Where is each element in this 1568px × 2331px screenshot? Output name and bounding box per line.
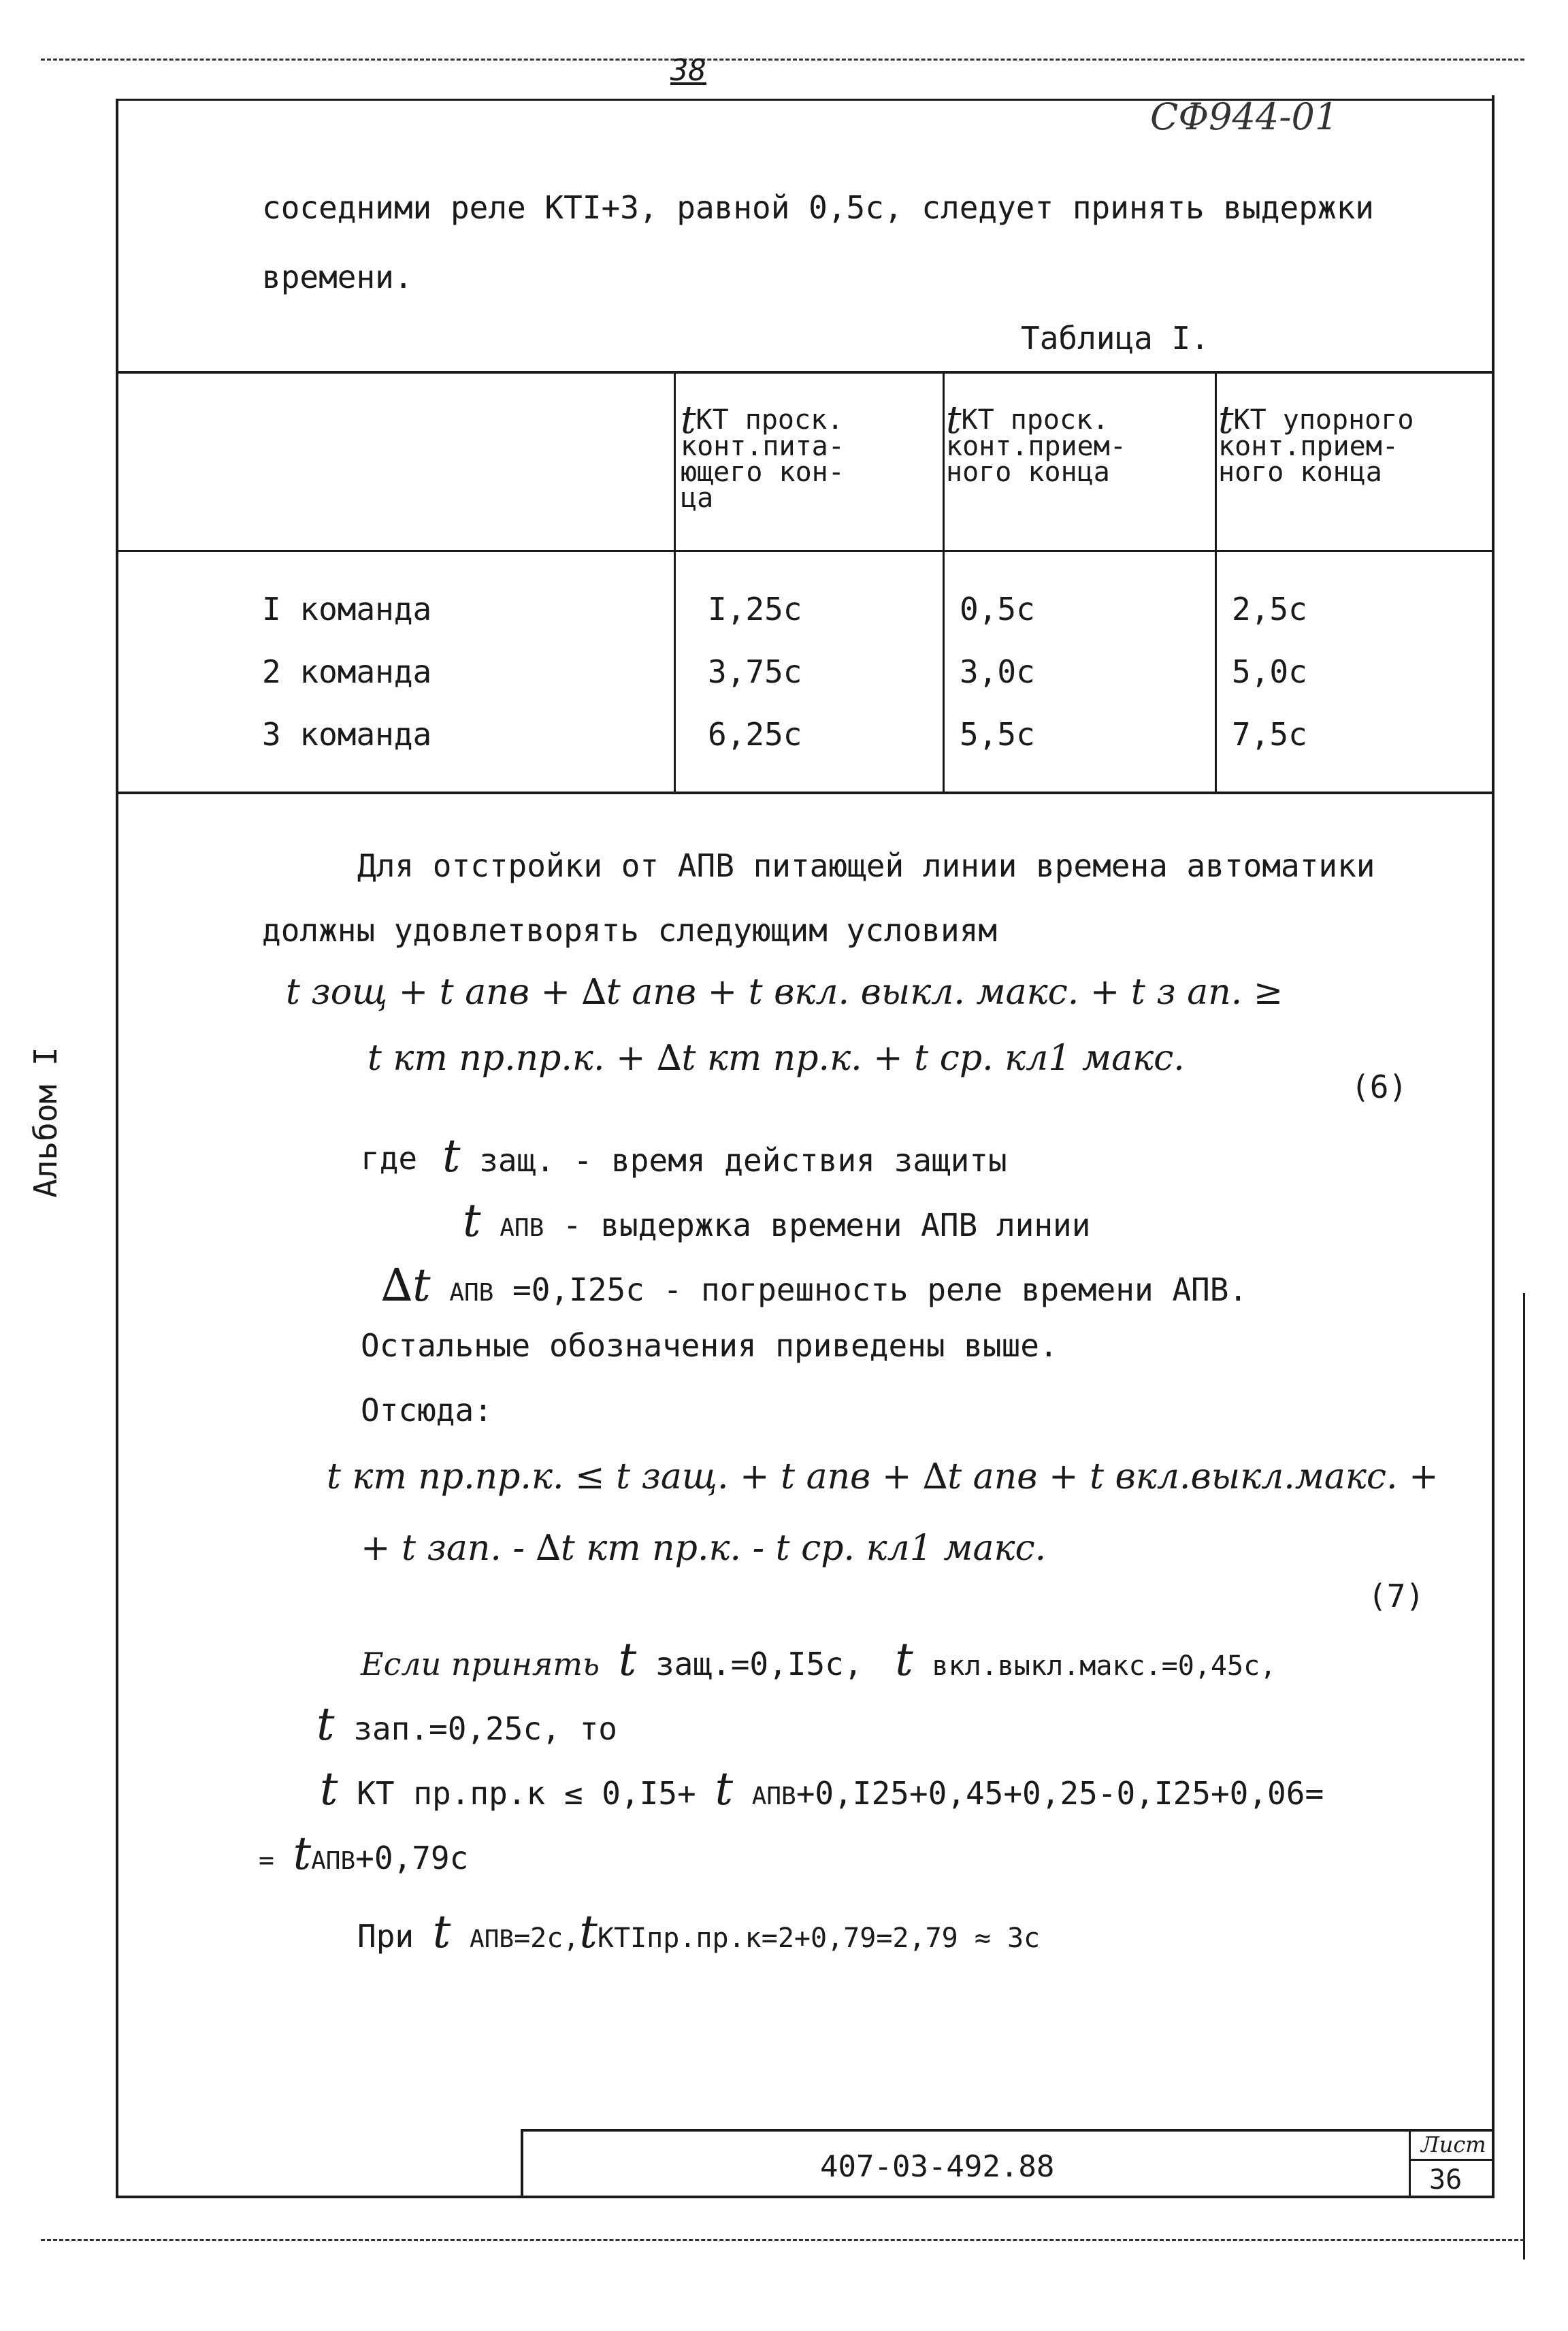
- t-symbol: t: [316, 1698, 335, 1750]
- t-symbol: t: [579, 1906, 598, 1958]
- table-top-rule: [116, 371, 1494, 374]
- sheet-label: Лист: [1421, 2132, 1486, 2157]
- table-bottom-rule: [116, 792, 1494, 794]
- equation-7-line-2: + t зап. - ∆t кт пр.к. - t ср. кл1 макс.: [361, 1528, 1047, 1569]
- if-line: Если принять t защ.=0,I5с, t вкл.выкл.макс.=0,45с,: [361, 1633, 1277, 1686]
- row-2-val-3: 5,0c: [1232, 653, 1307, 690]
- table-col-divider-3: [1215, 371, 1217, 793]
- calc-line-2: = tАПВ+0,79с: [259, 1827, 469, 1880]
- where-label: где: [361, 1140, 418, 1177]
- t-symbol-3: t: [1218, 398, 1234, 442]
- row-1-val-3: 2,5c: [1232, 591, 1307, 627]
- t-symbol: t: [432, 1906, 451, 1958]
- equation-7-number: (7): [1368, 1578, 1425, 1614]
- row-2-val-2: 3,0c: [960, 653, 1035, 690]
- right-margin-line: [1523, 1293, 1525, 2260]
- title-block-top: [521, 2129, 1494, 2132]
- t-symbol: t: [293, 1827, 312, 1880]
- t-symbol: t: [442, 1130, 461, 1182]
- para1-line-1: Для отстройки от АПВ питающей линии времена автоматики: [357, 847, 1375, 884]
- title-block-sheet-rule: [1409, 2159, 1494, 2161]
- table-col-divider-2: [943, 371, 945, 793]
- para1-line-2: должны удовлетворять следующим условиям: [262, 912, 998, 949]
- row-2-label: 2 команда: [262, 653, 432, 690]
- equation-7-line-1: t кт пр.пр.к. ≤ t защ. + t апв + ∆t апв + t вкл.выкл.макс. +: [327, 1456, 1439, 1497]
- t-symbol: t: [463, 1194, 481, 1247]
- bottom-dashed-rule: [41, 2239, 1524, 2241]
- delta-t-symbol: ∆t: [381, 1259, 431, 1311]
- row-3-label: 3 команда: [262, 716, 432, 753]
- t-symbol-2: t: [946, 398, 962, 442]
- t-symbol: t: [320, 1763, 338, 1815]
- title-block-left: [521, 2129, 523, 2197]
- intro-line-1: соседними реле КТI+3, равной 0,5с, следует принять выдержки: [262, 189, 1374, 226]
- row-1-val-2: 0,5c: [960, 591, 1035, 627]
- table-header-3: tКТ упорного конт.прием- ного конца: [1218, 398, 1414, 488]
- row-3-val-1: 6,25c: [708, 716, 802, 753]
- table-col-divider-1: [674, 371, 676, 793]
- doc-code: 407-03-492.88: [820, 2149, 1055, 2184]
- frame-left: [116, 101, 118, 2197]
- table-caption: Таблица I.: [1021, 320, 1209, 357]
- t-symbol: t: [715, 1763, 733, 1815]
- page-number-top: 38: [670, 53, 706, 88]
- t-symbol: t: [895, 1633, 913, 1686]
- if-line-2: t зап.=0,25с, то: [316, 1698, 617, 1750]
- top-dashed-rule: [41, 59, 1524, 61]
- row-3-val-3: 7,5c: [1232, 716, 1307, 753]
- row-1-val-1: I,25c: [708, 591, 802, 627]
- intro-line-2: времени.: [262, 259, 413, 295]
- table-header-rule: [116, 550, 1494, 552]
- definition-2: t АПВ - выдержка времени АПВ линии: [463, 1194, 1091, 1247]
- equation-6-line-2: t кт пр.пр.к. + ∆t кт пр.к. + t ср. кл1 макс.: [368, 1038, 1185, 1079]
- frame-right: [1492, 95, 1494, 2198]
- definition-1: t защ. - время действия защиты: [442, 1130, 1007, 1182]
- sheet-number: 36: [1429, 2164, 1463, 2196]
- table-header-1: tКТ проск. конт.пита- ющего кон- ца: [681, 398, 845, 514]
- hence-line: Отсюда:: [361, 1392, 493, 1429]
- row-1-label: I команда: [262, 591, 432, 627]
- row-3-val-2: 5,5c: [960, 716, 1035, 753]
- equation-6-line-1: t зощ + t апв + ∆t апв + t вкл. выкл. макс. + t з ап. ≥: [286, 972, 1284, 1013]
- equation-6-number: (6): [1351, 1069, 1408, 1105]
- note-line: Остальные обозначения приведены выше.: [361, 1327, 1058, 1364]
- t-symbol-1: t: [681, 398, 696, 442]
- definition-3: ∆t АПВ =0,I25с - погрешность реле времени АПВ.: [381, 1259, 1248, 1311]
- title-block-sheet-divider: [1409, 2129, 1411, 2197]
- stamp-code: СФ944-01: [1150, 95, 1339, 138]
- frame-bottom: [116, 2196, 1494, 2198]
- row-2-val-1: 3,75c: [708, 653, 802, 690]
- side-label: Альбом I: [27, 1047, 64, 1198]
- t-symbol: t: [618, 1633, 637, 1686]
- calc-line-1: t КТ пр.пр.к ≤ 0,I5+ t АПВ+0,I25+0,45+0,25-0,I25+0,06=: [320, 1763, 1324, 1815]
- table-header-2: tКТ проск. конт.прием- ного конца: [946, 398, 1126, 488]
- final-line: При t АПВ=2с,tКТIпр.пр.к=2+0,79=2,79 ≈ 3с: [357, 1906, 1041, 1958]
